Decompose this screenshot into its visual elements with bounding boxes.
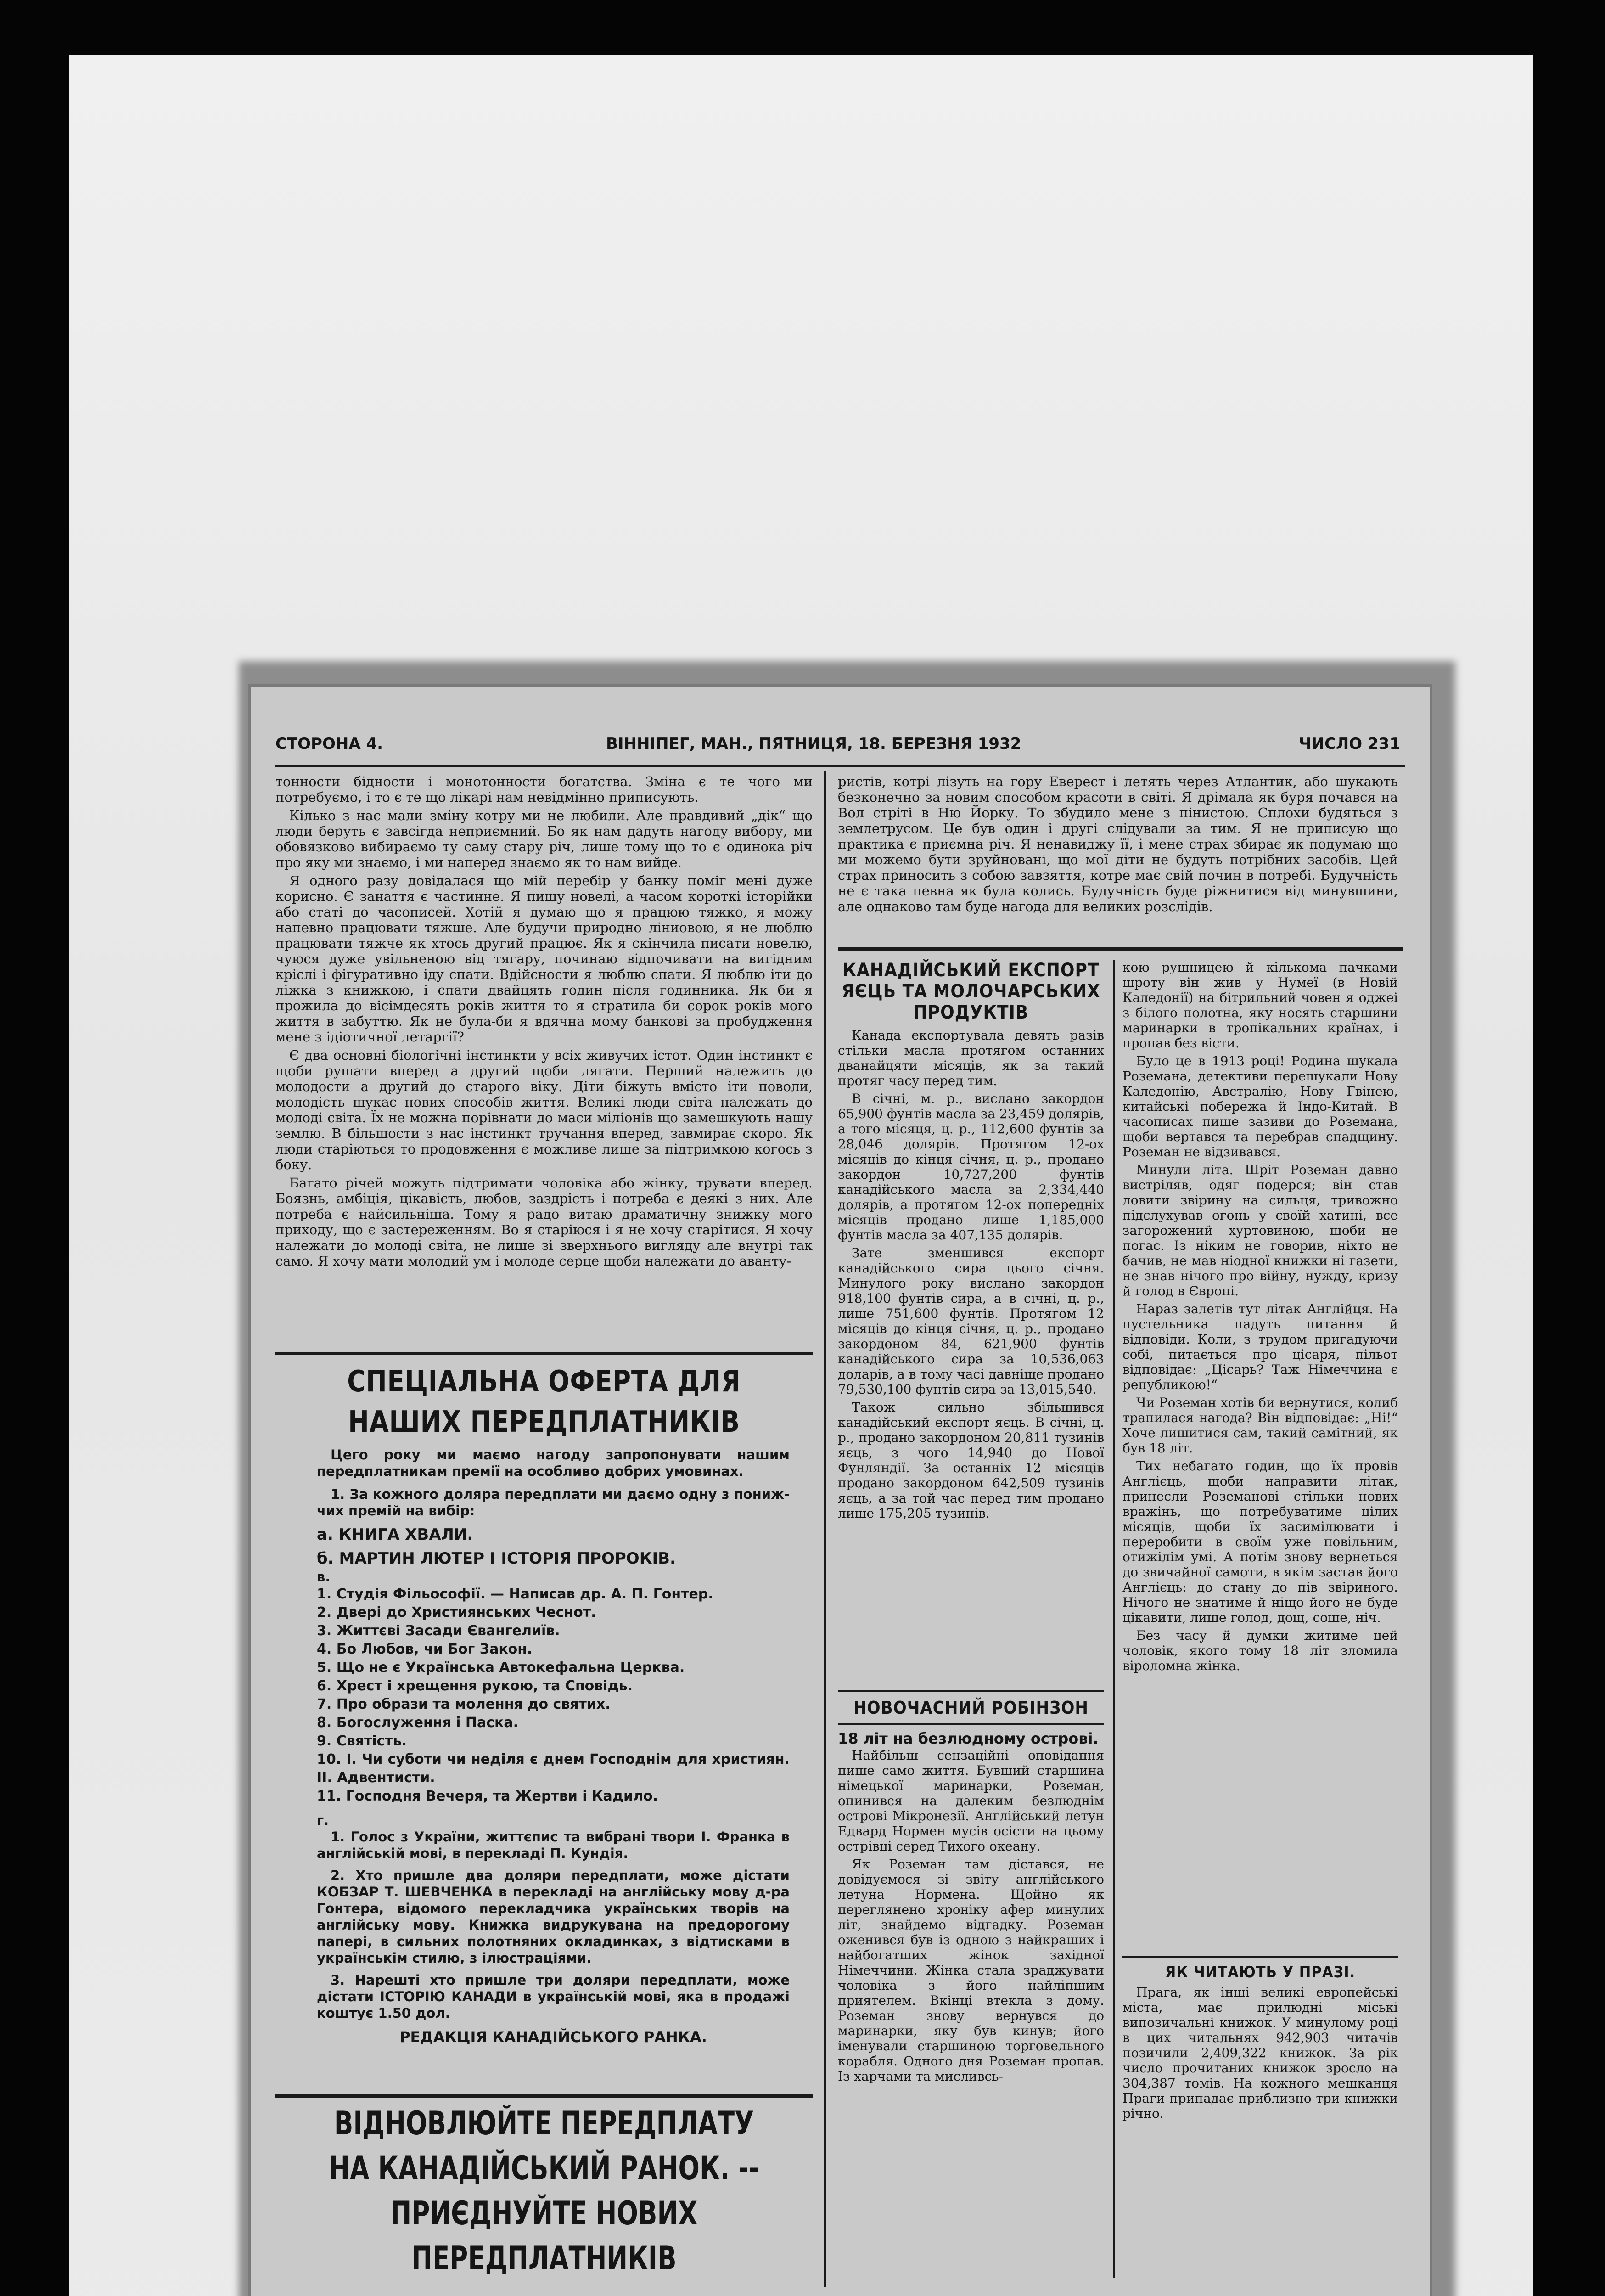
list-item: 11. Господня Вечеря, та Жертви і Кадило. (317, 1788, 658, 1804)
article-paragraph: кою рушницею й кількома пачками шроту він жив у Нумеї (в Новій Каледонії) на бітрильний човен я оджеі з білого полотна, яку носять старшини маринарки в тропікальних країнах, і пропав без вісти. (1122, 960, 1398, 1051)
offer-option-a: а. КНИГА ХВАЛИ. (317, 1525, 473, 1544)
robinson-article (838, 1690, 1104, 2087)
list-item: 6. Хрест і хрещення рукою, та Сповідь. (317, 1678, 633, 1694)
offer-title: СПЕЦІАЛЬНА ОФЕРТА ДЛЯ НАШИХ ПЕРЕДПЛАТНИКІВ (347, 1365, 741, 1439)
article-paragraph: Нараз залетів тут літак Англійця. На пустельника падуть питання й відповіди. Коли, з трудом пригадуючи собі, питається про цісаря, пільот відповідає: „Цісарь? Таж Німеччина є републикою!“ (1122, 1301, 1398, 1392)
banner-top-rule (275, 2094, 813, 2098)
list-item: 7. Про образи та молення до святих. (317, 1696, 611, 1712)
essay-paragraph: Багато річей можуть підтримати чоловіка або жінку, трувати вперед. Боязнь, амбіція, цікавість, любов, заздрість і потреба є деякі з них. Але потреба є найсильніша. Тому я радо витаю драматичну знижку мого приходу, що є застереженням. Во я старіюся і я не хочу старітися. Я хочу належати до молоді світа, не лише зі зверхнього вигляду але внутрі так само. Я хочу мати молодий ум і молоде серце щоби належати до аванту- (275, 1175, 813, 1269)
renew-subscription-banner: ВІДНОВЛЮЙТЕ ПЕРЕДПЛАТУ НА КАНАДІЙСЬКИЙ РАНОК. -- ПРИЄДНУЙТЕ НОВИХ ПЕРЕДПЛАТНИКІВ (329, 2105, 759, 2277)
article-paragraph: В січні, м. р., вислано закордон 65,900 фунтів масла за 23,459 долярів, а того місяця, ц. р., 112,600 фунтів за 28,046 долярів. Протягом 12-ох місяців до кінця січня, ц. р., продано закордон 10,727,200 фунтів канадійського масла за 2,334,440 долярів, а протягом 12-ох попередніх місяців продано лише 1,185,000 фунтів масла за 407,135 долярів. (838, 1091, 1104, 1243)
list-item: 8. Богослуження і Паска. (317, 1715, 519, 1731)
essay-paragraph: Я одного разу довідалася що мій перебір у банку поміг мені дуже корисно. Є занаття є частинне. Я пишу новелі, а часом короткі історійки або статі до часописей. Хотій я думаю що я працюю тяжко, я можу напевно працювати тяжше. Але будучи природно ліниовою, я не люблю працювати тяжче як хтось другий працює. Як я скінчила писати новелю, чуюся дуже увільненою від тягару, починаю відпочивати на вигідним кріслі і фігуративно іду спати. Вдійсности я люблю спати. Я люблю іти до ліжка з книжкою, і спати двайцять годин після годинника. Як би я прожила до вісімдесять років життя то я стратила би сорок років мого життя в забуттю. Як не була-би я вдячна мому банкові за пробудження мене з ідіотичної летаргії? (275, 873, 813, 1045)
article-paragraph: Як Роземан там дістався, не довідуємося зі звіту англійського летуна Нормена. Щойно як переглянено хроніку афер минулих літ, знайдемо відгадку. Роземан оженився був із одною з найкраших і найбогатших жінок західної Німеччини. Жінка стала зраджувати чоловіка з його найліпшим приятелем. Вкінці втекла з дому. Роземан знову вернувся до маринарки, яку був кинув; його іменували старшиною торговельного корабля. Одного дня Роземан пропав. Із харчами та мисливсь- (838, 1857, 1104, 2084)
offer-option-g-label: г. (317, 1812, 329, 1828)
offer-item-1: 1. За кожного доляра передплати ми даємо одну з пониж-чих премій на вибір: (317, 1486, 790, 1519)
export-article (838, 960, 1104, 1524)
column-rule (1113, 960, 1115, 2278)
essay-paragraph: ристів, котрі лізуть на гору Еверест і летять через Атлантик, або шукають безконечно за новим способом красоти в світі. Я дрімала як буря почався на Вол стріті в Ню Йорку. То збудило мене з пінистою. Сплохи будяться з землетрусом. Це був один і другі слідували за тим. Я не приписую що практика є приємна річ. Я ненавиджу її, і мене страх збирає як подумаю що ми можемо бути зруйновані, що мої діти не будуть потрібних засобів. Цей страх приносить з собою завзяття, котре має свій почин в потребі. Будучність не є така певна як була колись. Будучність буде ріжнитися від минувшини, але однаково там буде нагода для великих розслідів. (838, 774, 1398, 914)
dateline: ВІННІПЕГ, МАН., ПЯТНИЦЯ, 18. БЕРЕЗНЯ 1932 (606, 735, 1021, 753)
section-rule (838, 1723, 1104, 1725)
offer-option-v-list (317, 1585, 790, 1806)
essay-paragraph: Кілько з нас мали зміну котру ми не любили. Але правдивий „дік“ що люди беруть є завсігда неприємний. Бо як нам дадуть нагоду вибору, ми обовязково вибираємо ту саму стару річ, лише тому що то є одинока річ про яку ми знаємо, і ми наперед знаємо як то нам вийде. (275, 808, 813, 870)
article-paragraph: Без часу й думки житиме цей чоловік, якого тому 18 літ зломила віроломна жінка. (1122, 1628, 1398, 1673)
newspaper-page (248, 684, 1432, 2296)
article-paragraph: Канада експортувала девять разів стільки масла протягом останних дванайцяти місяців, як за такий протяг часу перед тим. (838, 1028, 1104, 1088)
article-paragraph: Чи Роземан хотів би вернутися, колиб трапилася нагода? Він відповідає: „Ні!“ Хоче лишитися сам, такий самітний, як був 18 літ. (1122, 1395, 1398, 1456)
section-rule (838, 1690, 1104, 1692)
offer-signature: РЕДАКЦІЯ КАНАДІЙСЬКОГО РАНКА. (399, 2028, 707, 2046)
offer-option-b: б. МАРТИН ЛЮТЕР І ІСТОРІЯ ПРОРОКІВ. (317, 1549, 676, 1568)
article-paragraph: Тих небагато годин, що їх провів Англієць, щоби направити літак, принесли Роземанові стільки нових вражінь, що потребуватиме цілих місяців, щоби їх засимілювати і переробити в своїм уже повільним, отижілім умі. А потім знову вернеться до звичайної самоти, в якім застав його Англієць: до стану до пів звіриного. Нічого не знатиме й ніщо його не буде цікавити, лише голод, дощ, соше, ніч. (1122, 1458, 1398, 1625)
robinson-subtitle: 18 літ на безлюдному острові. (838, 1730, 1099, 1747)
list-item: 1. Студія Фільософії. — Написав др. А. П. Гонтер. (317, 1586, 713, 1602)
issue-label: ЧИСЛО 231 (1299, 735, 1400, 753)
article-paragraph: Прага, як інші великі европейські міста, має прилюдні міські випозичальні книжок. У минулому році в цих читальнях 942,903 читачів позичили 2,409,322 книжок. За рік число прочитаних книжок зросло на 304,387 томів. На кожного мешканця Праги припадає приблизно три книжки річно. (1122, 1985, 1398, 2121)
article-paragraph: Було це в 1913 році! Родина шукала Роземана, детективи перешукали Нову Каледонію, Австралію, Нову Гвінею, китайські побережа й Індо-Китай. В часописах пише зазиви до Роземана, щоби вертався та перебрав спадщину. Роземан не відзивався. (1122, 1053, 1398, 1159)
essay-paragraph: Є два основні біологічні інстинкти у всіх живучих істот. Один інстинкт є щоби рушати вперед а другий щоби лягати. Перший належить до молодости а другий до старого віку. Діти біжуть вмісто іти поволи, молодість шукає нових способів життя. Великі люди світа належать до молоді світа. Їх не можна порівнати до маси міліонів що замешкують нашу землю. В більшости з нас інстинкт тручання вперед, завмирає скоро. Як люди старіються то продовження є можливе лише за підтримкою когось з боку. (275, 1047, 813, 1172)
page-label: СТОРОНА 4. (275, 735, 383, 753)
list-item: 2. Двері до Християнських Чеснот. (317, 1604, 596, 1621)
prague-title: ЯК ЧИТАЮТЬ У ПРАЗІ. (1165, 1963, 1356, 1981)
offer-body (317, 1446, 790, 2089)
article-paragraph: Також сильно збільшився канадійський експорт яєць. В січні, ц. р., продано закордоном 20,811 тузинів яєць, з чого 14,940 до Нової Фунляндії. За останніх 12 місяців продано закордоном 642,509 тузинів яєць, а за той час перед тим продано лише 175,205 тузинів. (838, 1400, 1104, 1521)
article-paragraph: Зате зменшився експорт канадійського сира цього січня. Минулого року вислано закордон 918,100 фунтів сира, а в січні, ц. р., лише 751,600 фунтів. Протягом 12 місяців до кінця січня, ц. р., продано закордоном 84, 621,900 фунтів канадійського сира за 10,536,063 доларів, а в тому часі давніще продано 79,530,100 фунтів сира за 13,015,540. (838, 1245, 1104, 1397)
section-rule (838, 947, 1403, 951)
prague-article (1122, 1956, 1398, 2124)
section-rule (1122, 1956, 1398, 1958)
essay-paragraph: тонности бідности і монотонности богатства. Зміна є те чого ми потребуємо, і то є те що лікарі нам невідмінно приписують. (275, 774, 813, 805)
robinson-continuation (1122, 960, 1398, 1782)
masthead-rule (275, 765, 1405, 767)
offer-intro: Цего року ми маємо нагоду запропонувати нашим передплатникам премії на особливо добрих умовинах. (317, 1447, 790, 1479)
offer-top-rule (275, 1352, 813, 1355)
article-paragraph: Минули літа. Шріт Роземан давно вистріляв, одяг подерся; він став ловити звірину на сильця, тривожно підслухував огонь у своїй хатині, все загорожений хуртовиною, щоби не погас. Із ніким не говорив, ніхто не бачив, не мав ніодної книжки ні газети, не знав нічого про війну, нужду, кризу й голод в Європі. (1122, 1162, 1398, 1299)
essay-continuation (838, 774, 1398, 944)
offer-option-g: 1. Голос з України, життєпис та вибрані твори І. Франка в англійській мові, в перекладі П. Кундія. (317, 1829, 790, 1861)
masthead (275, 735, 1400, 762)
offer-item-2: 2. Хто пришле два доляри передплати, може дістати КОБЗАР Т. ШЕВЧЕНКА в перекладі на англійську мову д-ра Гонтера, відомого перекладчика українських творів на англійську мову. Книжка видрукувана на предорогому папері, в сильних полотняних окладинках, з відтисками в українськім стилю, з ілюстраціями. (317, 1868, 790, 1966)
article-paragraph: Найбільш сензаційні оповідання пише само життя. Бувший старшина німецької маринарки, Роземан, опинився на далеким безлюднім острові Мікронезії. Англійський летун Едвард Нормен мусів осісти на цьому острівці серед Тихого океану. (838, 1748, 1104, 1854)
offer-item-3: 3. Нарешті хто пришле три доляри передплати, може дістати ІСТОРІЮ КАНАДИ в українській мові, яка в продажі коштує 1.50 дол. (317, 1972, 790, 2021)
column-rule (824, 771, 826, 2287)
list-item: 3. Життєві Засади Євангелиїв. (317, 1623, 560, 1639)
list-item: 9. Святість. (317, 1733, 407, 1749)
list-item: 10. І. Чи суботи чи неділя є днем Господнім для християн. II. Адвентисти. (317, 1751, 790, 1786)
essay-column (275, 774, 813, 1348)
list-item: 4. Бо Любов, чи Бог Закон. (317, 1641, 533, 1657)
list-item: 5. Що не є Українська Автокефальна Церква. (317, 1660, 685, 1676)
export-title: КАНАДІЙСЬКИЙ ЕКСПОРТ ЯЄЦЬ ТА МОЛОЧАРСЬКИХ ПРОДУКТІВ (842, 960, 1100, 1023)
offer-option-v-label: в. (317, 1569, 331, 1585)
robinson-title: НОВОЧАСНИЙ РОБІНЗОН (853, 1698, 1089, 1718)
